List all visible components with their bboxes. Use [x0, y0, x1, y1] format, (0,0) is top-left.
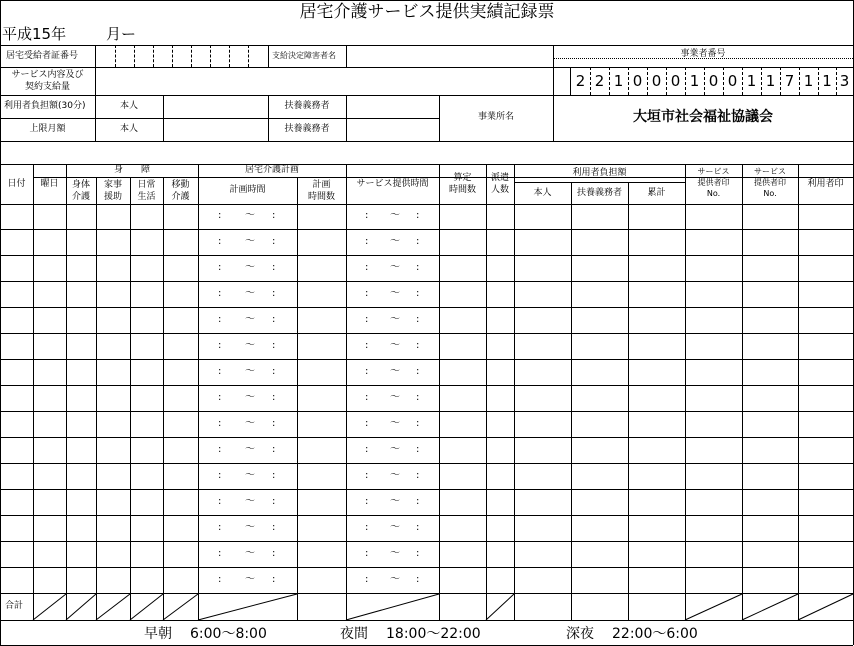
time-colon: :	[365, 262, 369, 273]
office-label: 事業所名	[477, 112, 514, 122]
time-tilde: 〜	[390, 470, 400, 481]
time-tilde: 〜	[390, 210, 400, 221]
col-service-time: サービス提供時間	[356, 179, 429, 189]
time-colon: :	[218, 262, 222, 273]
col-housework: 家事 援助	[103, 180, 122, 202]
time-colon: :	[272, 262, 276, 273]
col-plan-time: 計画時間	[229, 185, 266, 195]
time-colon: :	[218, 210, 222, 221]
form-year: 平成15年	[2, 25, 67, 43]
time-colon: :	[365, 288, 369, 299]
time-tilde: 〜	[390, 548, 400, 559]
time-tilde: 〜	[245, 236, 255, 247]
business-digit-12: 7	[784, 72, 795, 90]
limit-label: 上限月額	[29, 124, 66, 134]
time-tilde: 〜	[390, 574, 400, 585]
time-tilde: 〜	[390, 392, 400, 403]
time-tilde: 〜	[390, 522, 400, 533]
footer-night-time: 18:00〜22:00	[386, 626, 481, 642]
footer-night-label: 夜間	[340, 626, 368, 642]
time-colon: :	[218, 522, 222, 533]
time-colon: :	[272, 314, 276, 325]
business-no-label: 事業者番号	[680, 49, 726, 59]
col-provider-seal-a: サービス 提供者印 No.	[697, 167, 730, 198]
time-colon: :	[365, 548, 369, 559]
col-plan-hours: 計画 時間数	[307, 180, 335, 202]
service-content-label: サービス内容及び 契約支給量	[11, 70, 84, 92]
business-digit-7: 1	[689, 72, 700, 90]
business-digit-8: 0	[708, 72, 719, 90]
time-colon: :	[416, 288, 420, 299]
time-colon: :	[416, 262, 420, 273]
time-tilde: 〜	[245, 418, 255, 429]
time-tilde: 〜	[390, 340, 400, 351]
dependent-label-2: 扶養義務者	[284, 124, 330, 134]
time-tilde: 〜	[390, 262, 400, 273]
business-digit-13: 1	[803, 72, 814, 90]
time-colon: :	[416, 470, 420, 481]
col-plan: 居宅介護計画	[244, 165, 299, 175]
form-month: 月ー	[106, 25, 137, 43]
time-tilde: 〜	[245, 366, 255, 377]
time-colon: :	[416, 392, 420, 403]
business-digit-6: 0	[670, 72, 681, 90]
time-colon: :	[416, 418, 420, 429]
total-label: 合計	[5, 601, 24, 611]
business-digit-14: 1	[822, 72, 832, 90]
footer-early-label: 早朝	[144, 626, 172, 642]
time-colon: :	[416, 496, 420, 507]
time-colon: :	[416, 210, 420, 221]
time-colon: :	[218, 574, 222, 585]
time-colon: :	[416, 444, 420, 455]
time-colon: :	[365, 574, 369, 585]
col-weekday: 曜日	[40, 179, 59, 189]
time-tilde: 〜	[245, 496, 255, 507]
time-colon: :	[416, 236, 420, 247]
time-tilde: 〜	[245, 288, 255, 299]
time-colon: :	[218, 418, 222, 429]
time-tilde: 〜	[245, 574, 255, 585]
time-colon: :	[218, 288, 222, 299]
time-colon: :	[416, 366, 420, 377]
business-digit-2: 2	[594, 72, 605, 90]
time-colon: :	[365, 340, 369, 351]
time-colon: :	[416, 314, 420, 325]
footer-late-label: 深夜	[566, 626, 594, 642]
time-colon: :	[218, 236, 222, 247]
col-dispatch: 派遣 人数	[490, 173, 509, 195]
time-colon: :	[365, 470, 369, 481]
business-digit-5: 0	[651, 72, 662, 90]
time-tilde: 〜	[245, 314, 255, 325]
time-colon: :	[416, 340, 420, 351]
time-colon: :	[272, 288, 276, 299]
time-tilde: 〜	[245, 262, 255, 273]
burden-label: 利用者負担額(30分)	[4, 101, 86, 111]
col-burden-self: 本人	[533, 188, 552, 198]
office-name: 大垣市社会福祉協議会	[633, 109, 773, 125]
time-colon: :	[416, 522, 420, 533]
time-colon: :	[365, 314, 369, 325]
footer-late-time: 22:00〜6:00	[612, 626, 698, 642]
time-colon: :	[272, 444, 276, 455]
time-colon: :	[272, 210, 276, 221]
time-colon: :	[272, 392, 276, 403]
time-colon: :	[272, 340, 276, 351]
business-digit-1: 2	[575, 72, 586, 90]
time-colon: :	[416, 548, 420, 559]
time-colon: :	[365, 236, 369, 247]
time-colon: :	[272, 522, 276, 533]
time-tilde: 〜	[245, 340, 255, 351]
col-body-care: 身体 介護	[71, 180, 90, 202]
col-date: 日付	[7, 179, 26, 189]
time-colon: :	[272, 236, 276, 247]
time-colon: :	[272, 496, 276, 507]
col-burden-dependent: 扶養義務者	[576, 188, 622, 198]
business-digit-15: 3	[839, 72, 850, 90]
time-colon: :	[365, 418, 369, 429]
business-digit-3: 1	[613, 72, 624, 90]
time-colon: :	[272, 548, 276, 559]
time-colon: :	[365, 366, 369, 377]
time-tilde: 〜	[245, 470, 255, 481]
time-colon: :	[365, 522, 369, 533]
time-colon: :	[272, 470, 276, 481]
time-colon: :	[218, 496, 222, 507]
recipient-id-label: 居宅受給者証番号	[6, 51, 79, 61]
self-label-2: 本人	[119, 124, 138, 134]
self-label-1: 本人	[119, 101, 138, 111]
time-colon: :	[218, 314, 222, 325]
time-colon: :	[218, 548, 222, 559]
time-colon: :	[365, 392, 369, 403]
col-daily-life: 日常 生活	[137, 180, 156, 202]
time-tilde: 〜	[390, 496, 400, 507]
time-tilde: 〜	[245, 392, 255, 403]
time-colon: :	[365, 444, 369, 455]
time-tilde: 〜	[245, 444, 255, 455]
time-colon: :	[272, 366, 276, 377]
time-tilde: 〜	[390, 236, 400, 247]
time-tilde: 〜	[390, 418, 400, 429]
col-burden-total: 累計	[647, 188, 666, 198]
time-colon: :	[218, 366, 222, 377]
time-colon: :	[272, 574, 276, 585]
col-category: 身 障	[113, 165, 150, 175]
col-calc-hours: 算定 時間数	[448, 173, 476, 195]
time-colon: :	[218, 392, 222, 403]
form-title: 居宅介護サービス提供実績記録票	[299, 2, 555, 22]
time-tilde: 〜	[245, 548, 255, 559]
time-colon: :	[218, 470, 222, 481]
business-digit-9: 0	[727, 72, 738, 90]
footer-early-time: 6:00〜8:00	[190, 626, 267, 642]
col-provider-seal-b: サービス 提供者印 No.	[754, 167, 786, 198]
time-tilde: 〜	[245, 210, 255, 221]
time-tilde: 〜	[390, 444, 400, 455]
time-tilde: 〜	[245, 522, 255, 533]
col-user-seal: 利用者印	[807, 179, 844, 189]
time-tilde: 〜	[390, 288, 400, 299]
time-colon: :	[365, 496, 369, 507]
decision-name-label: 支給決定障害者名	[272, 51, 336, 60]
time-colon: :	[218, 444, 222, 455]
business-digit-10: 1	[746, 72, 757, 90]
time-colon: :	[416, 574, 420, 585]
dependent-label-1: 扶養義務者	[284, 101, 330, 111]
time-colon: :	[365, 210, 369, 221]
business-digit-4: 0	[632, 72, 643, 90]
time-colon: :	[272, 418, 276, 429]
col-burden: 利用者負担額	[572, 168, 627, 178]
time-colon: :	[218, 340, 222, 351]
time-tilde: 〜	[390, 366, 400, 377]
col-movement: 移動 介護	[171, 180, 190, 202]
time-tilde: 〜	[390, 314, 400, 325]
business-digit-11: 1	[765, 72, 776, 90]
